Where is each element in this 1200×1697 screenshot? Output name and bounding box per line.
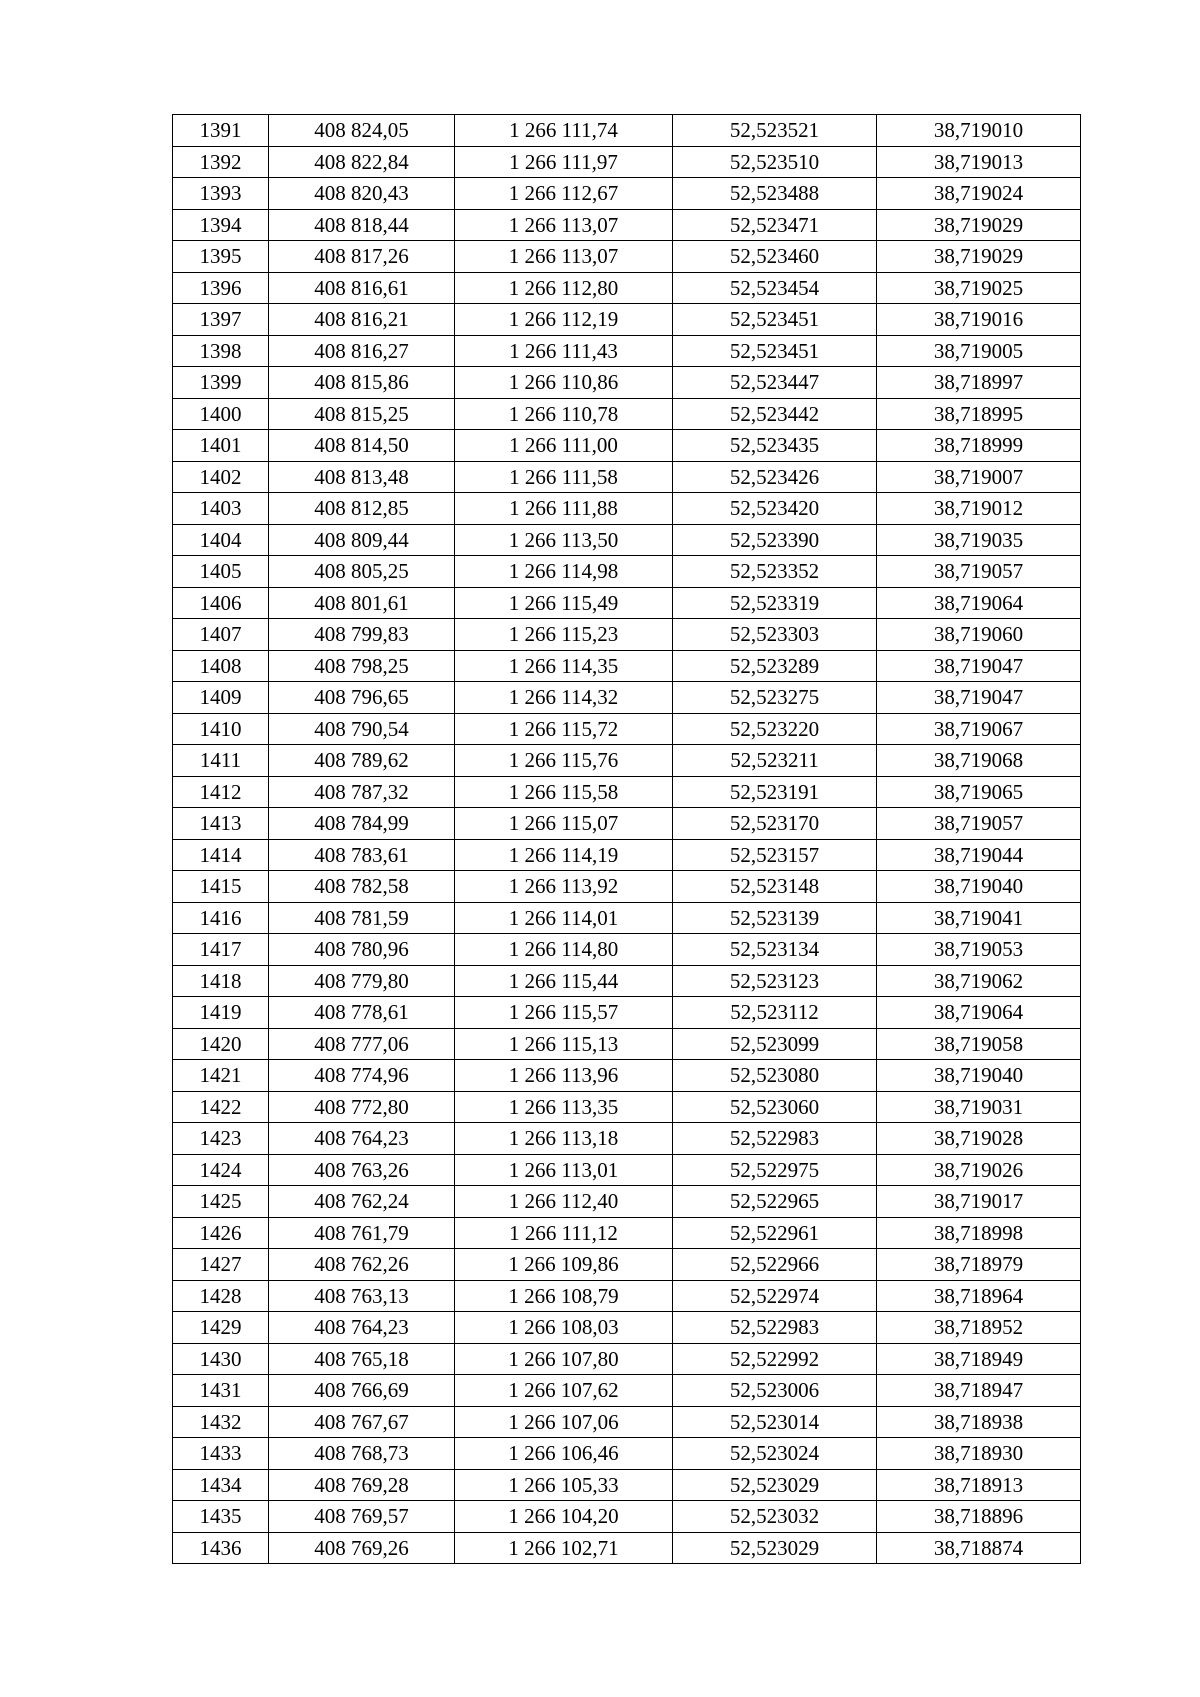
table-row	[173, 241, 1081, 273]
x-coordinate-cell: 408 820,43	[269, 178, 455, 210]
table-row	[173, 997, 1081, 1029]
latitude-cell: 52,523148	[673, 871, 877, 903]
table-row	[173, 367, 1081, 399]
longitude-cell: 38,718947	[877, 1375, 1081, 1407]
table-row	[173, 178, 1081, 210]
longitude-cell: 38,718874	[877, 1532, 1081, 1564]
x-coordinate-cell: 408 813,48	[269, 461, 455, 493]
table-row	[173, 1060, 1081, 1092]
latitude-cell: 52,523426	[673, 461, 877, 493]
x-coordinate-cell: 408 784,99	[269, 808, 455, 840]
longitude-cell: 38,719057	[877, 556, 1081, 588]
y-coordinate-cell: 1 266 115,07	[455, 808, 673, 840]
y-coordinate-cell: 1 266 115,58	[455, 776, 673, 808]
table-row	[173, 1343, 1081, 1375]
x-coordinate-cell: 408 783,61	[269, 839, 455, 871]
point-number-cell: 1399	[173, 367, 269, 399]
table-row	[173, 1028, 1081, 1060]
y-coordinate-cell: 1 266 115,23	[455, 619, 673, 651]
point-number-cell: 1393	[173, 178, 269, 210]
table-row	[173, 146, 1081, 178]
table-row	[173, 430, 1081, 462]
longitude-cell: 38,719057	[877, 808, 1081, 840]
longitude-cell: 38,719067	[877, 713, 1081, 745]
y-coordinate-cell: 1 266 112,40	[455, 1186, 673, 1218]
x-coordinate-cell: 408 787,32	[269, 776, 455, 808]
table-row	[173, 556, 1081, 588]
longitude-cell: 38,718998	[877, 1217, 1081, 1249]
latitude-cell: 52,523488	[673, 178, 877, 210]
table-row	[173, 745, 1081, 777]
latitude-cell: 52,523170	[673, 808, 877, 840]
y-coordinate-cell: 1 266 114,19	[455, 839, 673, 871]
x-coordinate-cell: 408 764,23	[269, 1123, 455, 1155]
latitude-cell: 52,523390	[673, 524, 877, 556]
y-coordinate-cell: 1 266 112,80	[455, 272, 673, 304]
table-row	[173, 1438, 1081, 1470]
point-number-cell: 1403	[173, 493, 269, 525]
x-coordinate-cell: 408 799,83	[269, 619, 455, 651]
latitude-cell: 52,523134	[673, 934, 877, 966]
point-number-cell: 1411	[173, 745, 269, 777]
point-number-cell: 1392	[173, 146, 269, 178]
latitude-cell: 52,522983	[673, 1123, 877, 1155]
table-row	[173, 808, 1081, 840]
x-coordinate-cell: 408 812,85	[269, 493, 455, 525]
longitude-cell: 38,719025	[877, 272, 1081, 304]
table-row	[173, 871, 1081, 903]
y-coordinate-cell: 1 266 111,74	[455, 115, 673, 147]
y-coordinate-cell: 1 266 105,33	[455, 1469, 673, 1501]
latitude-cell: 52,523451	[673, 304, 877, 336]
latitude-cell: 52,523157	[673, 839, 877, 871]
point-number-cell: 1419	[173, 997, 269, 1029]
table-row	[173, 713, 1081, 745]
longitude-cell: 38,719058	[877, 1028, 1081, 1060]
y-coordinate-cell: 1 266 107,80	[455, 1343, 673, 1375]
y-coordinate-cell: 1 266 113,35	[455, 1091, 673, 1123]
x-coordinate-cell: 408 822,84	[269, 146, 455, 178]
x-coordinate-cell: 408 798,25	[269, 650, 455, 682]
latitude-cell: 52,523006	[673, 1375, 877, 1407]
latitude-cell: 52,522975	[673, 1154, 877, 1186]
latitude-cell: 52,523220	[673, 713, 877, 745]
y-coordinate-cell: 1 266 102,71	[455, 1532, 673, 1564]
point-number-cell: 1418	[173, 965, 269, 997]
table-row	[173, 1375, 1081, 1407]
table-row	[173, 965, 1081, 997]
y-coordinate-cell: 1 266 110,78	[455, 398, 673, 430]
x-coordinate-cell: 408 816,27	[269, 335, 455, 367]
latitude-cell: 52,523420	[673, 493, 877, 525]
latitude-cell: 52,523060	[673, 1091, 877, 1123]
table-row	[173, 1123, 1081, 1155]
point-number-cell: 1432	[173, 1406, 269, 1438]
x-coordinate-cell: 408 763,13	[269, 1280, 455, 1312]
point-number-cell: 1423	[173, 1123, 269, 1155]
point-number-cell: 1405	[173, 556, 269, 588]
point-number-cell: 1426	[173, 1217, 269, 1249]
longitude-cell: 38,719005	[877, 335, 1081, 367]
longitude-cell: 38,719044	[877, 839, 1081, 871]
point-number-cell: 1416	[173, 902, 269, 934]
longitude-cell: 38,719041	[877, 902, 1081, 934]
latitude-cell: 52,523435	[673, 430, 877, 462]
latitude-cell: 52,523319	[673, 587, 877, 619]
table-row	[173, 1186, 1081, 1218]
longitude-cell: 38,719013	[877, 146, 1081, 178]
y-coordinate-cell: 1 266 111,88	[455, 493, 673, 525]
y-coordinate-cell: 1 266 111,97	[455, 146, 673, 178]
y-coordinate-cell: 1 266 107,06	[455, 1406, 673, 1438]
point-number-cell: 1429	[173, 1312, 269, 1344]
latitude-cell: 52,523275	[673, 682, 877, 714]
table-row	[173, 1091, 1081, 1123]
y-coordinate-cell: 1 266 115,76	[455, 745, 673, 777]
table-row	[173, 1312, 1081, 1344]
longitude-cell: 38,718949	[877, 1343, 1081, 1375]
longitude-cell: 38,719028	[877, 1123, 1081, 1155]
table-row	[173, 587, 1081, 619]
table-row	[173, 1249, 1081, 1281]
x-coordinate-cell: 408 780,96	[269, 934, 455, 966]
x-coordinate-cell: 408 815,86	[269, 367, 455, 399]
y-coordinate-cell: 1 266 109,86	[455, 1249, 673, 1281]
point-number-cell: 1407	[173, 619, 269, 651]
coordinates-table	[172, 114, 1081, 1564]
latitude-cell: 52,523521	[673, 115, 877, 147]
x-coordinate-cell: 408 781,59	[269, 902, 455, 934]
latitude-cell: 52,522992	[673, 1343, 877, 1375]
longitude-cell: 38,719012	[877, 493, 1081, 525]
y-coordinate-cell: 1 266 107,62	[455, 1375, 673, 1407]
point-number-cell: 1435	[173, 1501, 269, 1533]
latitude-cell: 52,523447	[673, 367, 877, 399]
longitude-cell: 38,719029	[877, 209, 1081, 241]
x-coordinate-cell: 408 816,21	[269, 304, 455, 336]
latitude-cell: 52,523099	[673, 1028, 877, 1060]
longitude-cell: 38,718896	[877, 1501, 1081, 1533]
latitude-cell: 52,523451	[673, 335, 877, 367]
y-coordinate-cell: 1 266 111,43	[455, 335, 673, 367]
x-coordinate-cell: 408 765,18	[269, 1343, 455, 1375]
x-coordinate-cell: 408 789,62	[269, 745, 455, 777]
point-number-cell: 1406	[173, 587, 269, 619]
x-coordinate-cell: 408 817,26	[269, 241, 455, 273]
table-row	[173, 524, 1081, 556]
longitude-cell: 38,719016	[877, 304, 1081, 336]
longitude-cell: 38,718964	[877, 1280, 1081, 1312]
table-row	[173, 619, 1081, 651]
point-number-cell: 1433	[173, 1438, 269, 1470]
longitude-cell: 38,719040	[877, 871, 1081, 903]
longitude-cell: 38,718938	[877, 1406, 1081, 1438]
y-coordinate-cell: 1 266 113,96	[455, 1060, 673, 1092]
x-coordinate-cell: 408 764,23	[269, 1312, 455, 1344]
x-coordinate-cell: 408 762,26	[269, 1249, 455, 1281]
y-coordinate-cell: 1 266 113,50	[455, 524, 673, 556]
x-coordinate-cell: 408 769,28	[269, 1469, 455, 1501]
table-row	[173, 335, 1081, 367]
latitude-cell: 52,522983	[673, 1312, 877, 1344]
point-number-cell: 1391	[173, 115, 269, 147]
x-coordinate-cell: 408 774,96	[269, 1060, 455, 1092]
x-coordinate-cell: 408 766,69	[269, 1375, 455, 1407]
table-row	[173, 1469, 1081, 1501]
y-coordinate-cell: 1 266 104,20	[455, 1501, 673, 1533]
y-coordinate-cell: 1 266 115,13	[455, 1028, 673, 1060]
y-coordinate-cell: 1 266 113,07	[455, 209, 673, 241]
x-coordinate-cell: 408 815,25	[269, 398, 455, 430]
x-coordinate-cell: 408 801,61	[269, 587, 455, 619]
point-number-cell: 1428	[173, 1280, 269, 1312]
point-number-cell: 1398	[173, 335, 269, 367]
table-row	[173, 902, 1081, 934]
x-coordinate-cell: 408 777,06	[269, 1028, 455, 1060]
y-coordinate-cell: 1 266 114,35	[455, 650, 673, 682]
table-row	[173, 682, 1081, 714]
point-number-cell: 1424	[173, 1154, 269, 1186]
point-number-cell: 1436	[173, 1532, 269, 1564]
longitude-cell: 38,718930	[877, 1438, 1081, 1470]
y-coordinate-cell: 1 266 110,86	[455, 367, 673, 399]
x-coordinate-cell: 408 769,26	[269, 1532, 455, 1564]
longitude-cell: 38,719047	[877, 650, 1081, 682]
y-coordinate-cell: 1 266 108,79	[455, 1280, 673, 1312]
x-coordinate-cell: 408 769,57	[269, 1501, 455, 1533]
y-coordinate-cell: 1 266 112,19	[455, 304, 673, 336]
table-row	[173, 1406, 1081, 1438]
latitude-cell: 52,523510	[673, 146, 877, 178]
latitude-cell: 52,523442	[673, 398, 877, 430]
latitude-cell: 52,523080	[673, 1060, 877, 1092]
latitude-cell: 52,522965	[673, 1186, 877, 1218]
point-number-cell: 1417	[173, 934, 269, 966]
point-number-cell: 1430	[173, 1343, 269, 1375]
y-coordinate-cell: 1 266 114,98	[455, 556, 673, 588]
table-row	[173, 839, 1081, 871]
latitude-cell: 52,522974	[673, 1280, 877, 1312]
x-coordinate-cell: 408 818,44	[269, 209, 455, 241]
table-row	[173, 272, 1081, 304]
point-number-cell: 1396	[173, 272, 269, 304]
table-row	[173, 1280, 1081, 1312]
y-coordinate-cell: 1 266 115,57	[455, 997, 673, 1029]
point-number-cell: 1402	[173, 461, 269, 493]
longitude-cell: 38,719024	[877, 178, 1081, 210]
table-row	[173, 209, 1081, 241]
x-coordinate-cell: 408 767,67	[269, 1406, 455, 1438]
point-number-cell: 1413	[173, 808, 269, 840]
table-row	[173, 398, 1081, 430]
point-number-cell: 1412	[173, 776, 269, 808]
point-number-cell: 1434	[173, 1469, 269, 1501]
latitude-cell: 52,523191	[673, 776, 877, 808]
y-coordinate-cell: 1 266 113,92	[455, 871, 673, 903]
y-coordinate-cell: 1 266 115,72	[455, 713, 673, 745]
table-row	[173, 115, 1081, 147]
table-row	[173, 493, 1081, 525]
x-coordinate-cell: 408 762,24	[269, 1186, 455, 1218]
x-coordinate-cell: 408 778,61	[269, 997, 455, 1029]
latitude-cell: 52,523289	[673, 650, 877, 682]
x-coordinate-cell: 408 779,80	[269, 965, 455, 997]
point-number-cell: 1420	[173, 1028, 269, 1060]
longitude-cell: 38,719053	[877, 934, 1081, 966]
point-number-cell: 1414	[173, 839, 269, 871]
table-row	[173, 776, 1081, 808]
longitude-cell: 38,718995	[877, 398, 1081, 430]
table-row	[173, 461, 1081, 493]
latitude-cell: 52,523211	[673, 745, 877, 777]
latitude-cell: 52,523029	[673, 1532, 877, 1564]
longitude-cell: 38,718913	[877, 1469, 1081, 1501]
y-coordinate-cell: 1 266 114,80	[455, 934, 673, 966]
table-row	[173, 1217, 1081, 1249]
y-coordinate-cell: 1 266 106,46	[455, 1438, 673, 1470]
point-number-cell: 1422	[173, 1091, 269, 1123]
point-number-cell: 1397	[173, 304, 269, 336]
y-coordinate-cell: 1 266 114,01	[455, 902, 673, 934]
latitude-cell: 52,523123	[673, 965, 877, 997]
point-number-cell: 1400	[173, 398, 269, 430]
y-coordinate-cell: 1 266 111,58	[455, 461, 673, 493]
longitude-cell: 38,719040	[877, 1060, 1081, 1092]
x-coordinate-cell: 408 768,73	[269, 1438, 455, 1470]
table-row	[173, 934, 1081, 966]
point-number-cell: 1395	[173, 241, 269, 273]
longitude-cell: 38,719031	[877, 1091, 1081, 1123]
point-number-cell: 1427	[173, 1249, 269, 1281]
longitude-cell: 38,719035	[877, 524, 1081, 556]
point-number-cell: 1408	[173, 650, 269, 682]
point-number-cell: 1410	[173, 713, 269, 745]
longitude-cell: 38,719068	[877, 745, 1081, 777]
longitude-cell: 38,718997	[877, 367, 1081, 399]
latitude-cell: 52,523352	[673, 556, 877, 588]
y-coordinate-cell: 1 266 112,67	[455, 178, 673, 210]
y-coordinate-cell: 1 266 111,00	[455, 430, 673, 462]
longitude-cell: 38,718952	[877, 1312, 1081, 1344]
latitude-cell: 52,523112	[673, 997, 877, 1029]
latitude-cell: 52,522961	[673, 1217, 877, 1249]
x-coordinate-cell: 408 761,79	[269, 1217, 455, 1249]
table-row	[173, 304, 1081, 336]
latitude-cell: 52,523454	[673, 272, 877, 304]
longitude-cell: 38,719060	[877, 619, 1081, 651]
table-row	[173, 1154, 1081, 1186]
x-coordinate-cell: 408 790,54	[269, 713, 455, 745]
latitude-cell: 52,523303	[673, 619, 877, 651]
point-number-cell: 1421	[173, 1060, 269, 1092]
longitude-cell: 38,719047	[877, 682, 1081, 714]
longitude-cell: 38,719026	[877, 1154, 1081, 1186]
y-coordinate-cell: 1 266 115,44	[455, 965, 673, 997]
y-coordinate-cell: 1 266 111,12	[455, 1217, 673, 1249]
longitude-cell: 38,719017	[877, 1186, 1081, 1218]
x-coordinate-cell: 408 772,80	[269, 1091, 455, 1123]
latitude-cell: 52,523029	[673, 1469, 877, 1501]
y-coordinate-cell: 1 266 113,07	[455, 241, 673, 273]
longitude-cell: 38,719007	[877, 461, 1081, 493]
longitude-cell: 38,718999	[877, 430, 1081, 462]
latitude-cell: 52,523032	[673, 1501, 877, 1533]
x-coordinate-cell: 408 816,61	[269, 272, 455, 304]
latitude-cell: 52,523460	[673, 241, 877, 273]
x-coordinate-cell: 408 796,65	[269, 682, 455, 714]
x-coordinate-cell: 408 824,05	[269, 115, 455, 147]
coordinates-table-body	[173, 115, 1081, 1564]
latitude-cell: 52,523471	[673, 209, 877, 241]
latitude-cell: 52,523024	[673, 1438, 877, 1470]
table-row	[173, 1501, 1081, 1533]
point-number-cell: 1409	[173, 682, 269, 714]
y-coordinate-cell: 1 266 115,49	[455, 587, 673, 619]
latitude-cell: 52,523139	[673, 902, 877, 934]
point-number-cell: 1394	[173, 209, 269, 241]
table-row	[173, 1532, 1081, 1564]
y-coordinate-cell: 1 266 114,32	[455, 682, 673, 714]
table-row	[173, 650, 1081, 682]
y-coordinate-cell: 1 266 108,03	[455, 1312, 673, 1344]
point-number-cell: 1425	[173, 1186, 269, 1218]
longitude-cell: 38,719029	[877, 241, 1081, 273]
longitude-cell: 38,719064	[877, 997, 1081, 1029]
latitude-cell: 52,523014	[673, 1406, 877, 1438]
point-number-cell: 1404	[173, 524, 269, 556]
longitude-cell: 38,718979	[877, 1249, 1081, 1281]
longitude-cell: 38,719062	[877, 965, 1081, 997]
longitude-cell: 38,719064	[877, 587, 1081, 619]
point-number-cell: 1401	[173, 430, 269, 462]
longitude-cell: 38,719010	[877, 115, 1081, 147]
point-number-cell: 1415	[173, 871, 269, 903]
x-coordinate-cell: 408 763,26	[269, 1154, 455, 1186]
point-number-cell: 1431	[173, 1375, 269, 1407]
y-coordinate-cell: 1 266 113,18	[455, 1123, 673, 1155]
y-coordinate-cell: 1 266 113,01	[455, 1154, 673, 1186]
latitude-cell: 52,522966	[673, 1249, 877, 1281]
x-coordinate-cell: 408 814,50	[269, 430, 455, 462]
x-coordinate-cell: 408 805,25	[269, 556, 455, 588]
x-coordinate-cell: 408 782,58	[269, 871, 455, 903]
x-coordinate-cell: 408 809,44	[269, 524, 455, 556]
longitude-cell: 38,719065	[877, 776, 1081, 808]
